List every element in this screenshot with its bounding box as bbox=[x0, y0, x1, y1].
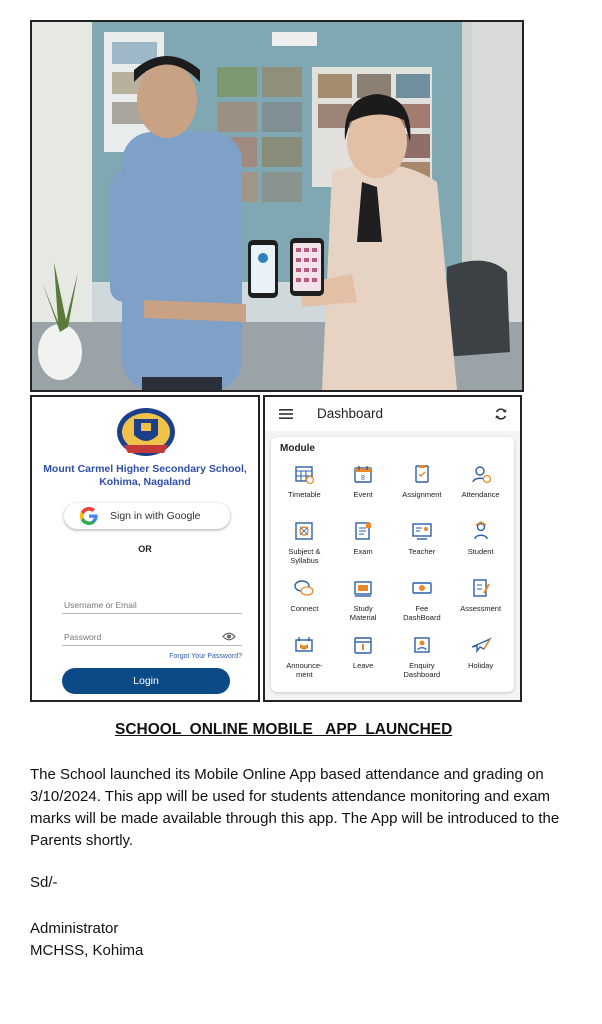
module-teacher[interactable] bbox=[393, 518, 452, 575]
timetable-icon bbox=[293, 463, 315, 485]
launch-photo bbox=[30, 20, 524, 392]
module-enquiry-dashboard[interactable] bbox=[393, 632, 452, 689]
module-label: Attendance bbox=[461, 490, 500, 499]
module-label: Exam bbox=[353, 547, 373, 556]
event-icon bbox=[352, 463, 374, 485]
module-event[interactable] bbox=[334, 461, 393, 518]
or-divider: OR bbox=[138, 544, 152, 554]
google-signin-button[interactable] bbox=[64, 503, 230, 529]
signatory-block bbox=[30, 918, 143, 962]
school-name bbox=[36, 463, 254, 489]
login-button[interactable]: Login bbox=[62, 668, 230, 694]
module-attendance[interactable] bbox=[451, 461, 510, 518]
module-exam[interactable] bbox=[334, 518, 393, 575]
module-label: Assessment bbox=[460, 604, 502, 613]
forgot-password-link[interactable]: Forgot Your Password? bbox=[169, 653, 242, 660]
module-grid bbox=[275, 461, 510, 689]
signatory-title: Administrator bbox=[30, 920, 119, 937]
dashboard-title: Dashboard bbox=[317, 406, 384, 421]
fee-icon bbox=[411, 577, 433, 599]
module-label: Enquiry Dashboard bbox=[403, 661, 441, 679]
study-material-icon bbox=[352, 577, 374, 599]
module-connect[interactable] bbox=[275, 575, 334, 632]
module-label: Event bbox=[353, 490, 373, 499]
module-label: Study Material bbox=[349, 604, 377, 622]
document-heading: SCHOOL ONLINE MOBILE APP LAUNCHED bbox=[115, 721, 453, 738]
module-holiday[interactable] bbox=[451, 632, 510, 689]
signature: Sd/- bbox=[30, 874, 58, 891]
module-card bbox=[271, 437, 514, 692]
menu-icon[interactable] bbox=[279, 409, 293, 419]
module-label: Student bbox=[467, 547, 494, 556]
module-label: Teacher bbox=[408, 547, 436, 556]
google-signin-label: Sign in with Google bbox=[110, 510, 201, 522]
syllabus-icon bbox=[293, 520, 315, 542]
module-label: Leave bbox=[352, 661, 374, 670]
module-assignment[interactable] bbox=[393, 461, 452, 518]
eye-icon[interactable] bbox=[222, 632, 236, 641]
svg-text:8: 8 bbox=[361, 475, 366, 482]
assessment-icon bbox=[470, 577, 492, 599]
module-leave[interactable] bbox=[334, 632, 393, 689]
module-assessment[interactable] bbox=[451, 575, 510, 632]
module-label: Timetable bbox=[288, 490, 321, 499]
password-field[interactable] bbox=[62, 625, 242, 646]
attendance-icon bbox=[470, 463, 492, 485]
connect-icon bbox=[293, 577, 315, 599]
announcement-icon bbox=[293, 634, 315, 656]
exam-icon bbox=[352, 520, 374, 542]
google-icon bbox=[80, 507, 98, 525]
refresh-icon[interactable] bbox=[494, 407, 508, 421]
school-crest-icon bbox=[116, 407, 176, 457]
module-timetable[interactable] bbox=[275, 461, 334, 518]
school-name-line2: Kohima, Nagaland bbox=[99, 476, 191, 488]
school-name-line1: Mount Carmel Higher Secondary School, bbox=[43, 463, 247, 475]
module-announce-ment[interactable] bbox=[275, 632, 334, 689]
module-label: Subject & Syllabus bbox=[288, 547, 321, 565]
password-placeholder: Password bbox=[64, 632, 102, 642]
module-label: Announce- ment bbox=[286, 661, 323, 679]
module-label: Assignment bbox=[402, 490, 442, 499]
username-field[interactable] bbox=[62, 593, 242, 614]
module-label: Connect bbox=[290, 604, 319, 613]
enquiry-icon bbox=[411, 634, 433, 656]
assignment-icon bbox=[411, 463, 433, 485]
module-label: Holiday bbox=[468, 661, 494, 670]
module-label: Fee DashBoard bbox=[403, 604, 441, 622]
teacher-icon bbox=[411, 520, 433, 542]
holiday-icon bbox=[470, 634, 492, 656]
module-study-material[interactable] bbox=[334, 575, 393, 632]
signatory-org: MCHSS, Kohima bbox=[30, 942, 144, 959]
module-fee-dashboard[interactable] bbox=[393, 575, 452, 632]
dashboard-screen bbox=[263, 395, 522, 702]
document-body: The School launched its Mobile Online App based attendance and grading on 3/10/2024. This app will be used for students attendance monitoring and exam marks will be made available through this app. The App will be introduced to the Parents shortly. bbox=[30, 766, 560, 849]
student-icon bbox=[470, 520, 492, 542]
module-subject-syllabus[interactable] bbox=[275, 518, 334, 575]
module-student[interactable] bbox=[451, 518, 510, 575]
leave-icon bbox=[352, 634, 374, 656]
module-heading: Module bbox=[280, 443, 315, 454]
dashboard-header bbox=[265, 397, 520, 431]
login-screen bbox=[30, 395, 260, 702]
username-placeholder: Username or Email bbox=[64, 600, 137, 610]
